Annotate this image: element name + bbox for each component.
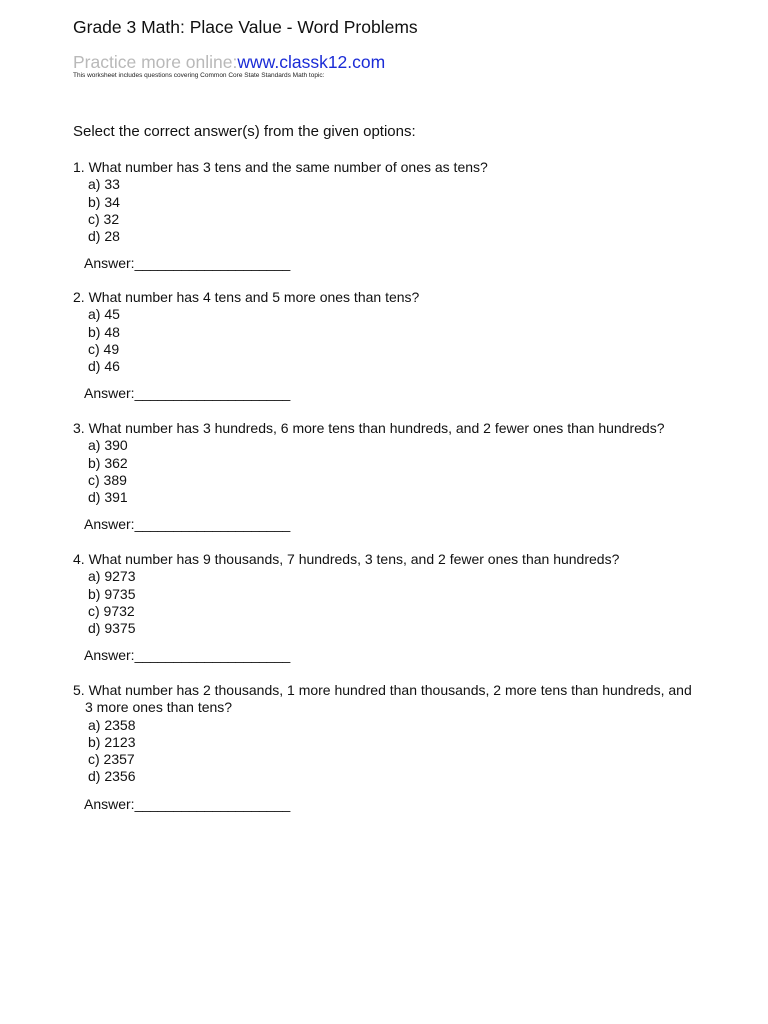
option-c: c) 32 (88, 210, 120, 227)
question-4 (73, 551, 619, 665)
option-b: b) 48 (88, 323, 120, 340)
instructions: Select the correct answer(s) from the given options: (73, 123, 416, 140)
page-title: Grade 3 Math: Place Value - Word Problems (73, 17, 418, 37)
question-text: 2. What number has 4 tens and 5 more ones than tens? (73, 289, 420, 305)
answer-line: Answer:____________________ (84, 795, 291, 812)
option-d: d) 2356 (88, 768, 136, 785)
option-b: b) 9735 (88, 585, 136, 602)
option-b: b) 2123 (88, 733, 136, 750)
question-3 (73, 420, 665, 534)
practice-label: Practice more online: (73, 52, 238, 72)
question-text: 1. What number has 3 tens and the same number of ones as tens? (73, 159, 488, 175)
answer-line: Answer:____________________ (84, 647, 291, 664)
option-d: d) 391 (88, 489, 128, 506)
option-c: c) 9732 (88, 602, 135, 619)
answer-line: Answer:____________________ (84, 385, 291, 402)
option-d: d) 46 (88, 358, 120, 375)
question-text: 4. What number has 9 thousands, 7 hundreds, 3 tens, and 2 fewer ones than hundreds? (73, 551, 620, 567)
option-b: b) 362 (88, 454, 128, 471)
option-c: c) 389 (88, 471, 127, 488)
option-b: b) 34 (88, 193, 120, 210)
option-d: d) 9375 (88, 620, 136, 637)
question-2 (73, 289, 419, 403)
practice-link[interactable]: www.classk12.com (237, 52, 386, 72)
option-a: a) 45 (88, 306, 120, 323)
option-a: a) 390 (88, 437, 128, 454)
option-a: a) 33 (88, 176, 120, 193)
answer-line: Answer:____________________ (84, 516, 291, 533)
question-text-continued: 3 more ones than tens? (85, 699, 233, 716)
option-c: c) 2357 (88, 751, 135, 768)
option-a: a) 2358 (88, 716, 136, 733)
option-c: c) 49 (88, 340, 120, 357)
question-5 (73, 682, 692, 813)
answer-line: Answer:____________________ (84, 255, 291, 272)
question-1 (73, 159, 488, 273)
option-a: a) 9273 (88, 568, 136, 585)
option-d: d) 28 (88, 228, 120, 245)
question-text: 3. What number has 3 hundreds, 6 more tens than hundreds, and 2 fewer ones than hundreds? (73, 420, 665, 436)
practice-line (73, 52, 385, 73)
question-text: 5. What number has 2 thousands, 1 more hundred than thousands, 2 more tens than hundreds, and (73, 682, 692, 698)
standards-note: This worksheet includes questions covering Common Core State Standards Math topic: (73, 72, 325, 79)
